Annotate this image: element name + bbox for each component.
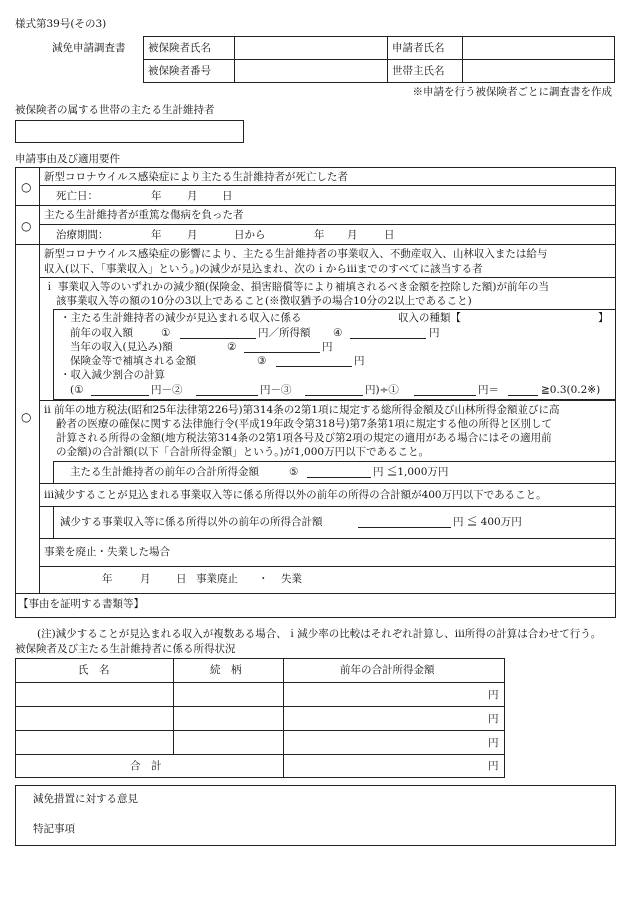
current-income-field[interactable] bbox=[244, 341, 320, 353]
circle-4: ④ bbox=[333, 327, 343, 339]
col-relation-header: 続 柄 bbox=[210, 664, 242, 676]
calc-field-4[interactable] bbox=[414, 384, 476, 396]
reason2-title: 主たる生計維持者が重篤な傷病を負った者 bbox=[44, 209, 244, 221]
total-income-limit: 円 ≦1,000万円 bbox=[373, 466, 449, 478]
household-head-label: 世帯主氏名 bbox=[392, 65, 445, 77]
reason2-year-from: 年 bbox=[151, 229, 162, 241]
closure-title: 事業を廃止・失業した場合 bbox=[44, 546, 170, 558]
multi-income-note: (注)減少することが見込まれる収入が複数ある場合、ｉ減少率の比較はそれぞれ計算し、ⅲ所得の計算は合わせて行う。 bbox=[37, 628, 602, 640]
insured-name-field[interactable] bbox=[238, 38, 385, 57]
decrease-income-label: ・主たる生計維持者の減少が見込まれる収入に係る bbox=[60, 312, 302, 324]
calc-threshold: ≧0.3(0.2※) bbox=[541, 384, 601, 396]
closure-unemployment-label[interactable]: 失業 bbox=[281, 573, 302, 585]
opinion-field[interactable] bbox=[150, 789, 610, 813]
insured-number-label: 被保険者番号 bbox=[148, 65, 211, 77]
reason3-ii-line2: 齢者の医療の確保に関する法律施行令(平成19年政令第318号)第7条第1項に規定する他の所得と区別して bbox=[56, 418, 552, 430]
form-number: 様式第39号(その3) bbox=[15, 18, 107, 30]
prev-earnings-field[interactable] bbox=[350, 327, 426, 339]
evidence-label: 【事由を証明する書類等】 bbox=[18, 598, 144, 610]
calc-field-2[interactable] bbox=[196, 384, 258, 396]
prev-income-field[interactable] bbox=[180, 327, 256, 339]
table-row-3-name[interactable] bbox=[17, 732, 171, 752]
table-row-3-relation[interactable] bbox=[175, 732, 281, 752]
circle-5: ⑤ bbox=[289, 466, 299, 478]
prev-income-label: 前年の収入額 bbox=[70, 327, 133, 339]
table-row-2-name[interactable] bbox=[17, 708, 171, 728]
calc-label: ・収入減少割合の計算 bbox=[60, 369, 165, 381]
income-table-heading: 被保険者及び主たる生計維持者に係る所得状況 bbox=[15, 643, 236, 655]
reason3-intro-line1: 新型コロナウイルス感染症の影響により、主たる生計維持者の事業収入、不動産収入、山林収入または給与 bbox=[44, 248, 548, 260]
total-yen[interactable]: 円 bbox=[488, 760, 499, 772]
col-name-header: 氏 名 bbox=[78, 664, 110, 676]
form-title: 減免申請調査書 bbox=[52, 42, 126, 54]
current-income-label: 当年の収入(見込み)額 bbox=[70, 341, 173, 353]
table-row-2-relation[interactable] bbox=[175, 708, 281, 728]
remarks-field[interactable] bbox=[150, 817, 610, 841]
reason2-year-to: 年 bbox=[314, 229, 325, 241]
reason2-from: 日から bbox=[234, 229, 266, 241]
table-row-1-name[interactable] bbox=[17, 684, 171, 704]
col-income-header: 前年の合計所得金額 bbox=[340, 664, 435, 676]
income-type-label: 収入の種類【 bbox=[398, 312, 461, 324]
reason3-ii-line1: ⅱ 前年の地方税法(昭和25年法律第226号)第314条の2第1項に規定する総所得金額及び山林所得金額並びに高 bbox=[44, 404, 560, 416]
reason3-intro-line2: 収入(以下、「事業収入」という。)の減少が見込まれ、次のｉからⅲまでのすべてに該当する者 bbox=[44, 263, 483, 275]
reason1-day: 日 bbox=[222, 190, 233, 202]
applicant-name-label: 申請者氏名 bbox=[392, 42, 445, 54]
closure-dot: ・ bbox=[258, 573, 269, 585]
calc-minus-2: 円－② bbox=[151, 384, 183, 396]
calc-result-field[interactable] bbox=[508, 384, 538, 396]
applicant-name-field[interactable] bbox=[466, 38, 613, 57]
closure-year: 年 bbox=[102, 573, 113, 585]
breadwinner-label: 被保険者の属する世帯の主たる生計維持者 bbox=[15, 104, 215, 116]
reasons-heading: 申請事由及び適用要件 bbox=[15, 153, 120, 165]
table-row-3-yen[interactable]: 円 bbox=[488, 737, 499, 749]
circle-2: ② bbox=[227, 341, 237, 353]
reason1-year: 年 bbox=[151, 190, 162, 202]
reason2-day-to: 日 bbox=[384, 229, 395, 241]
closure-business-label[interactable]: 事業廃止 bbox=[196, 573, 238, 585]
insured-name-label: 被保険者氏名 bbox=[148, 42, 211, 54]
insured-number-field[interactable] bbox=[238, 61, 385, 81]
reason3-i-line1: ｉ 事業収入等のいずれかの減少額(保険金、損害賠償等により補填されるべき金額を控除した額)が前年の当 bbox=[44, 281, 550, 293]
calc-div: 円)÷① bbox=[365, 384, 399, 396]
total-income-label: 主たる生計維持者の前年の合計所得金額 bbox=[70, 466, 259, 478]
insurance-field[interactable] bbox=[276, 355, 352, 367]
reason3-checkbox[interactable]: ○ bbox=[21, 410, 32, 424]
reason1-title: 新型コロナウイルス感染症により主たる生計維持者が死亡した者 bbox=[44, 171, 348, 183]
reason1-date-label: 死亡日： bbox=[56, 190, 98, 202]
breadwinner-field[interactable] bbox=[15, 120, 244, 143]
table-row-2-yen[interactable]: 円 bbox=[488, 713, 499, 725]
table-row-1-yen[interactable]: 円 bbox=[488, 689, 499, 701]
reason3-ii-line4: の金額)の合計額(以下「合計所得金額」という。)が1,000万円以下であること。 bbox=[56, 446, 430, 458]
other-income-limit: 円 ≦ 400万円 bbox=[453, 516, 522, 528]
reason2-month-from: 月 bbox=[187, 229, 198, 241]
calc-field-1[interactable] bbox=[91, 384, 149, 396]
insurance-yen: 円 bbox=[354, 355, 365, 367]
prev-income-yen: 円／所得額 bbox=[258, 327, 311, 339]
circle-1: ① bbox=[161, 327, 171, 339]
reason3-ii-line3: 計算される所得の金額(地方税法第314条の2第1項各号及び第2項の規定の適用がある場合にはその適用前 bbox=[56, 432, 552, 444]
calc-open: (① bbox=[70, 384, 84, 396]
income-type-close: 】 bbox=[598, 312, 609, 324]
reason3-i-line2: 該事業収入等の額の10分の3以上であること(※徴収猶予の場合10分の2以上であること) bbox=[56, 295, 472, 307]
other-income-field[interactable] bbox=[358, 516, 451, 528]
reason3-iii-line: ⅲ減少することが見込まれる事業収入等に係る所得以外の前年の所得の合計額が400万円以下であること。 bbox=[44, 489, 547, 501]
calc-field-3[interactable] bbox=[305, 384, 363, 396]
reason2-month-to: 月 bbox=[347, 229, 358, 241]
calc-eq: 円＝ bbox=[478, 384, 499, 396]
other-income-label: 減少する事業収入等に係る所得以外の前年の所得合計額 bbox=[60, 516, 323, 528]
reason1-month: 月 bbox=[187, 190, 198, 202]
header-note: ※申請を行う被保険者ごとに調査書を作成 bbox=[412, 86, 612, 98]
table-row-1-relation[interactable] bbox=[175, 684, 281, 704]
reason2-checkbox[interactable]: ○ bbox=[21, 219, 32, 233]
opinion-label: 減免措置に対する意見 bbox=[33, 793, 138, 805]
household-head-field[interactable] bbox=[466, 61, 613, 81]
reason2-period-label: 治療期間： bbox=[56, 229, 109, 241]
prev-earnings-yen: 円 bbox=[429, 327, 440, 339]
total-label: 合 計 bbox=[130, 760, 162, 772]
insurance-label: 保険金等で補填される金額 bbox=[70, 355, 196, 367]
income-type-field[interactable] bbox=[470, 311, 594, 325]
closure-day: 日 bbox=[176, 573, 187, 585]
closure-month: 月 bbox=[140, 573, 151, 585]
calc-minus-3: 円－③ bbox=[260, 384, 292, 396]
reason1-checkbox[interactable]: ○ bbox=[21, 180, 32, 194]
total-income-field[interactable] bbox=[307, 466, 371, 478]
evidence-field[interactable] bbox=[130, 595, 614, 616]
remarks-label: 特記事項 bbox=[33, 823, 75, 835]
circle-3: ③ bbox=[257, 355, 267, 367]
current-income-yen: 円 bbox=[322, 341, 333, 353]
